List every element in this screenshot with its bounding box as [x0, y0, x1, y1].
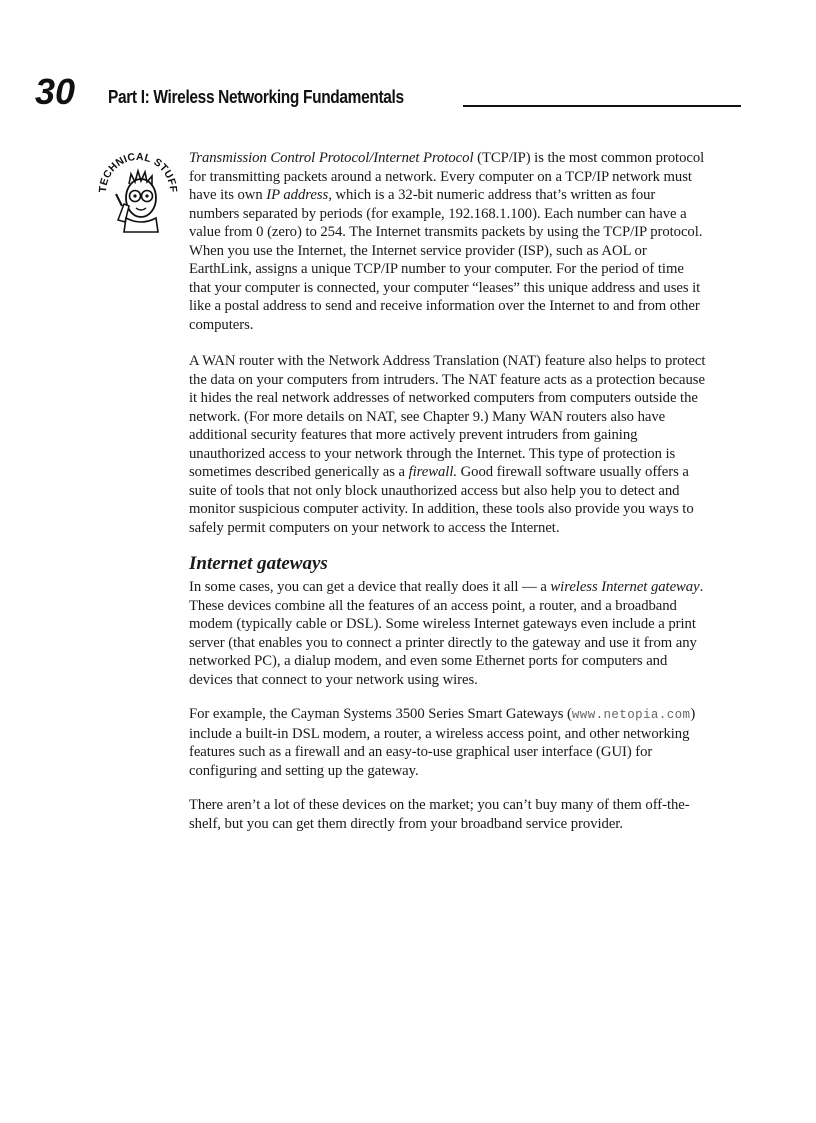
paragraph-internet-gateways: In some cases, you can get a device that really does it all — a wireless Internet gateway. These devices combine all the features of an access point, a router, and a broadband modem (typically cable or DSL). Some wireless Internet gateways even include a print server (that enables you to connect a printer directly to the gateway and use it from any networked PC), a dialup modem, and even some Ethernet ports for computers and devices that connect to your network using wires.: [189, 579, 704, 688]
page-number: 30: [35, 71, 76, 112]
icon-label: TECHNICAL STUFF: [96, 150, 180, 194]
term-ip-address: IP address: [266, 187, 329, 203]
technical-stuff-badge: [96, 146, 180, 234]
paragraph-cayman-example: For example, the Cayman Systems 3500 Series Smart Gateways (www.netopia.com) include a built-in DSL modem, a router, a wireless access point, and other networking features such as a firewall and an easy-to-use graphical user interface (GUI) for configuring and setting up the gateway.: [189, 706, 696, 779]
running-header: [35, 70, 710, 118]
paragraph-availability: There aren’t a lot of these devices on the market; you can’t buy many of them off-the-shelf, but you can get them directly from your broadband service provider.: [189, 797, 690, 832]
term-tcpip: Transmission Control Protocol/Internet Protocol: [189, 150, 474, 166]
term-wireless-internet-gateway: wireless Internet gateway: [550, 579, 700, 595]
page-content: [189, 149, 709, 849]
paragraph-tcpip-sidebar: Transmission Control Protocol/Internet Protocol (TCP/IP) is the most common protocol for transmitting packets around a network. Every computer on a TCP/IP network must have its own IP address, which is a 32-bit numeric address that’s written as four numbers separated by periods (for example, 192.168.1.100). Each number can have a value from 0 (zero) to 254. The Internet transmits packets by using the TCP/IP protocol. When you use the Internet, the Internet service provider (ISP), such as AOL or EarthLink, assigns a unique TCP/IP number to your computer. For the period of time that your computer is connected, your computer “leases” this unique address and uses it like a postal address to send and receive information over the Internet to and from other computers.: [189, 150, 705, 333]
term-firewall: firewall.: [408, 464, 457, 480]
paragraph-wan-router-nat: A WAN router with the Network Address Translation (NAT) feature also helps to protect the data on your computers from intruders. The NAT feature acts as a protection because it hides the real network addresses of networked computers from computers outside the network. (For more details on NAT, see Chapter 9.) Many WAN routers also have additional security features that more actively prevent intruders from gaining unauthorized access to your network through the Internet. This type of protection is sometimes described generically as a firewall. Good firewall software usually offers a suite of tools that not only block unauthorized access but also help you to detect and monitor suspicious computer activity. In addition, these tools also provide you ways to safely permit computers on your network to access the Internet.: [189, 353, 706, 536]
technical-stuff-icon: [96, 146, 180, 234]
part-title: Part I: Wireless Networking Fundamentals: [108, 87, 404, 107]
url-netopia: www.netopia.com: [571, 708, 691, 722]
header-rule: [463, 105, 741, 107]
section-heading: Internet gateways: [189, 553, 328, 574]
